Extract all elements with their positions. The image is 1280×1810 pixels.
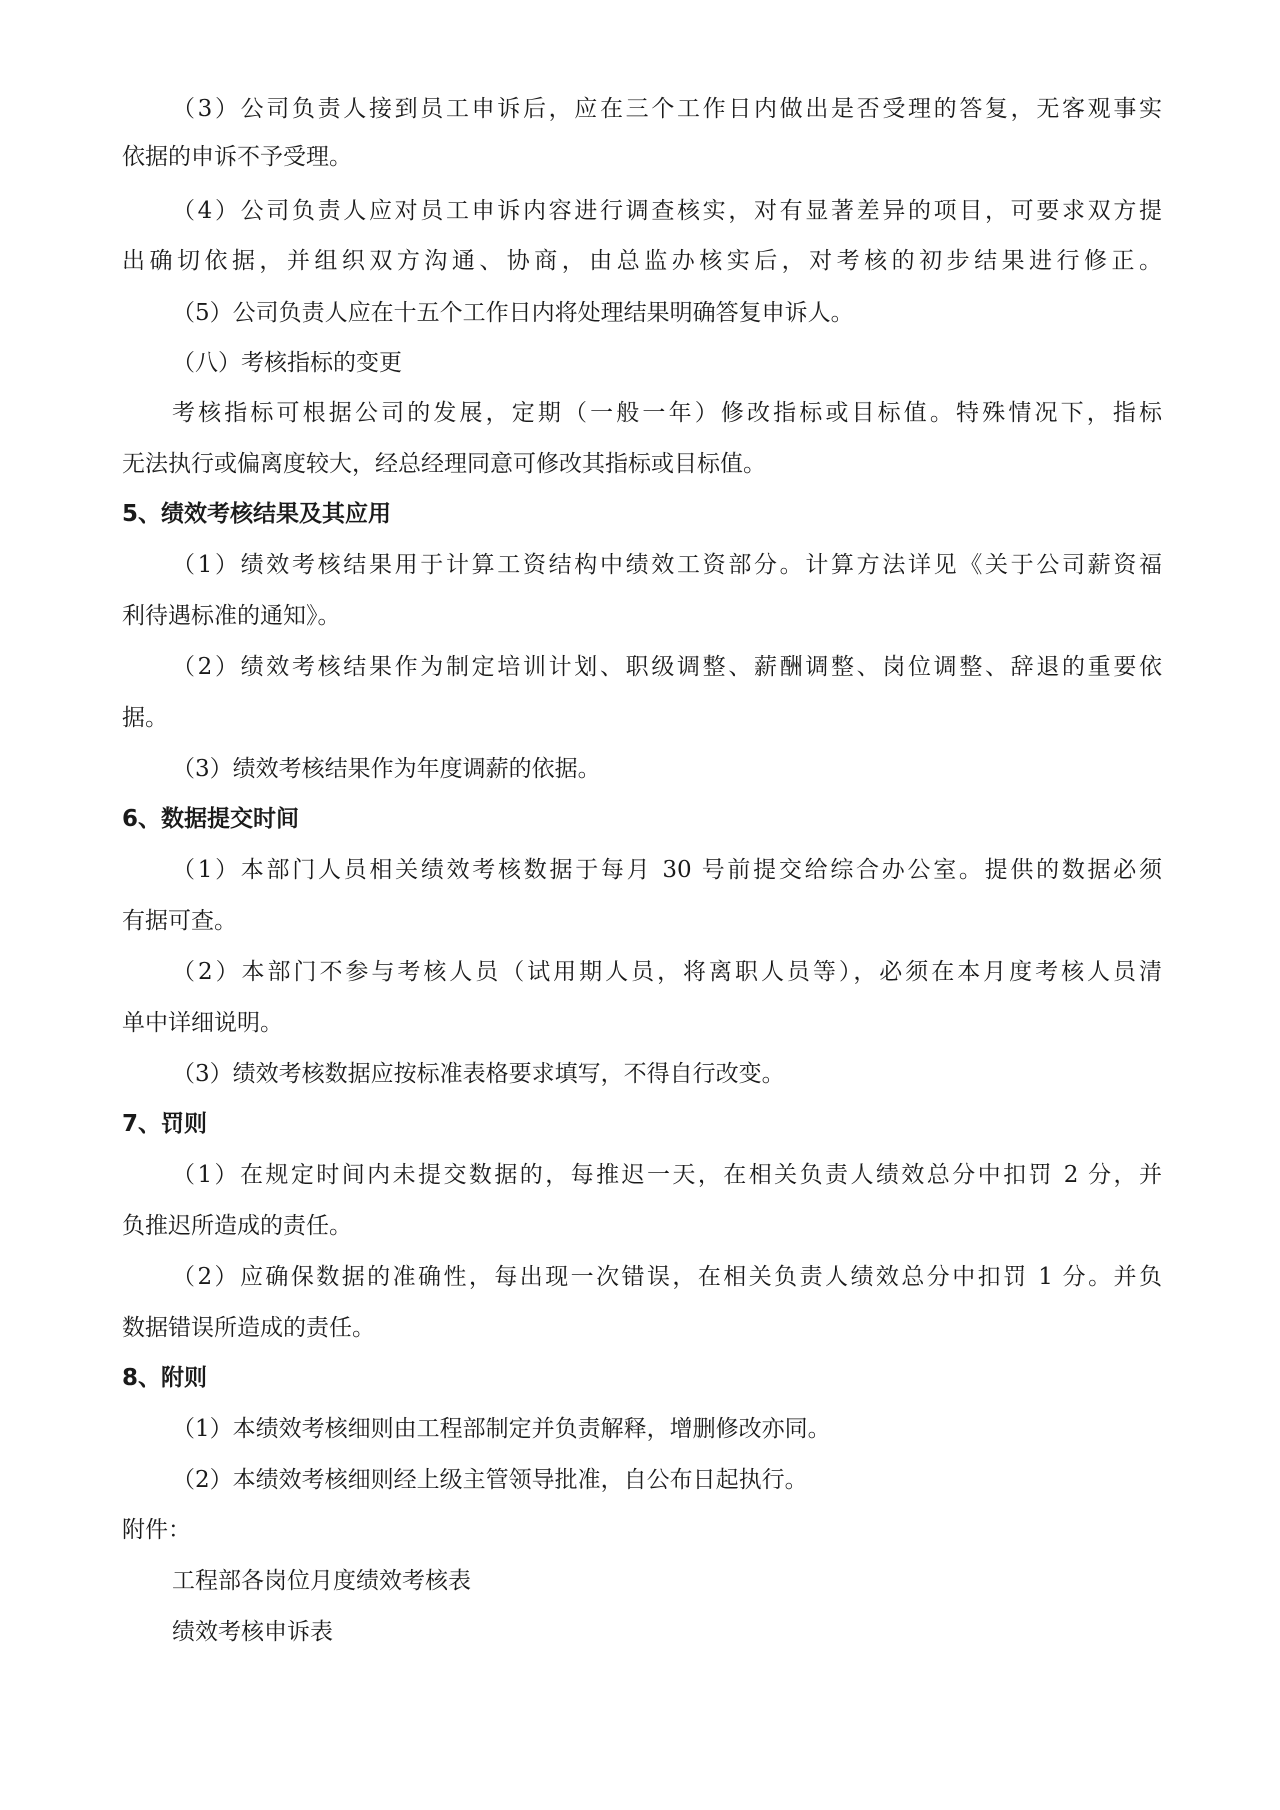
paragraph-line: （3）绩效考核结果作为年度调薪的依据。 [172, 756, 601, 782]
paragraph-line: （3）公司负责人接到员工申诉后，应在三个工作日内做出是否受理的答复，无客观事实 [172, 96, 1162, 122]
paragraph-line: （5）公司负责人应在十五个工作日内将处理结果明确答复申诉人。 [172, 300, 854, 326]
paragraph-line: 有据可查。 [122, 908, 237, 934]
paragraph-line: 单中详细说明。 [122, 1010, 283, 1036]
paragraph-line: （2）应确保数据的准确性，每出现一次错误，在相关负责人绩效总分中扣罚 1 分。并负 [172, 1264, 1162, 1290]
section-heading: 5、绩效考核结果及其应用 [122, 501, 392, 527]
paragraph-line: （4）公司负责人应对员工申诉内容进行调查核实，对有显著差异的项目，可要求双方提 [172, 198, 1162, 224]
paragraph-line: （2）本绩效考核细则经上级主管领导批准，自公布日起执行。 [172, 1467, 808, 1493]
paragraph-line: 负推迟所造成的责任。 [122, 1213, 352, 1239]
paragraph-line: （1）绩效考核结果用于计算工资结构中绩效工资部分。计算方法详见《关于公司薪资福 [172, 552, 1162, 578]
paragraph-line: （1）在规定时间内未提交数据的，每推迟一天，在相关负责人绩效总分中扣罚 2 分，并 [172, 1162, 1162, 1188]
section-heading: 6、数据提交时间 [122, 806, 300, 832]
attachments-label: 附件： [122, 1517, 191, 1543]
section-heading: 7、罚则 [122, 1111, 208, 1137]
paragraph-line: 利待遇标准的通知》。 [122, 603, 341, 629]
paragraph-line: 据。 [122, 705, 168, 731]
paragraph-line: 数据错误所造成的责任。 [122, 1315, 375, 1341]
paragraph-line: （2）绩效考核结果作为制定培训计划、职级调整、薪酬调整、岗位调整、辞退的重要依 [172, 654, 1162, 680]
paragraph-line: 依据的申诉不予受理。 [122, 144, 352, 170]
paragraph-line: （3）绩效考核数据应按标准表格要求填写，不得自行改变。 [172, 1061, 785, 1087]
section-subheading: （八）考核指标的变更 [172, 350, 402, 376]
section-heading: 8、附则 [122, 1365, 208, 1391]
attachment-item: 绩效考核申诉表 [172, 1619, 333, 1645]
paragraph-line: （1）本部门人员相关绩效考核数据于每月 30 号前提交给综合办公室。提供的数据必须 [172, 857, 1162, 883]
paragraph-line: （2）本部门不参与考核人员（试用期人员，将离职人员等），必须在本月度考核人员清 [172, 959, 1162, 985]
paragraph-line: 出确切依据，并组织双方沟通、协商，由总监办核实后，对考核的初步结果进行修正。 [122, 248, 1162, 274]
paragraph-line: 考核指标可根据公司的发展，定期（一般一年）修改指标或目标值。特殊情况下，指标 [172, 400, 1162, 426]
attachment-item: 工程部各岗位月度绩效考核表 [172, 1568, 471, 1594]
paragraph-line: 无法执行或偏离度较大，经总经理同意可修改其指标或目标值。 [122, 451, 766, 477]
paragraph-line: （1）本绩效考核细则由工程部制定并负责解释，增删修改亦同。 [172, 1416, 831, 1442]
